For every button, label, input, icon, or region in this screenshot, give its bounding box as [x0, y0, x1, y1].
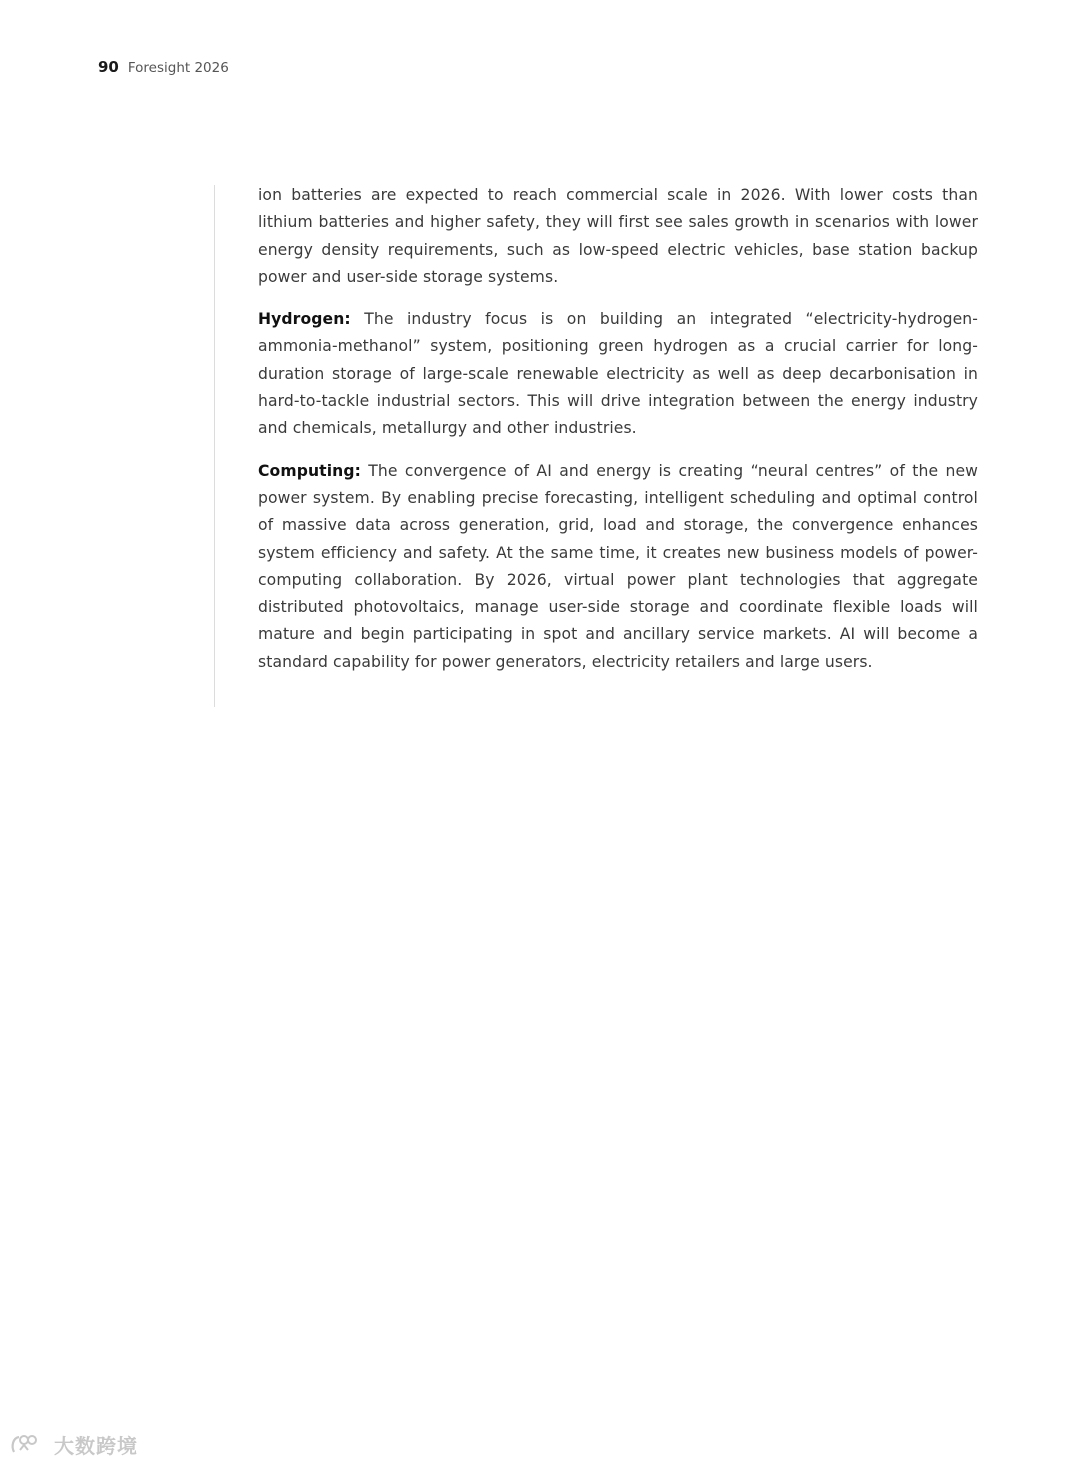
hydrogen-text: The industry focus is on building an integrated “electricity-hydrogen-ammonia-methanol” system, positioning green hydrogen as a crucial carrier for long-duration storage of large-scale renewable electricity as well as deep decarbonisation in hard-to-tackle industrial sectors. This will drive integration between the energy industry and chemicals, metallurgy and other industries.: [258, 310, 978, 438]
watermark-logo-icon: [10, 1432, 50, 1458]
watermark: [10, 1430, 138, 1459]
hydrogen-lead: Hydrogen:: [258, 310, 351, 329]
watermark-text: 大数跨境: [54, 1434, 138, 1458]
paragraph-computing: [258, 458, 978, 676]
page-number: 90: [98, 58, 119, 76]
body-column: [258, 182, 978, 691]
computing-text: The convergence of AI and energy is creating “neural centres” of the new power system. By enabling precise forecasting, intelligent scheduling and optimal control of massive data across generation, grid, load and storage, the convergence enhances system efficiency and safety. At the same time, it creates new business models of power-computing collaboration. By 2026, virtual power plant technologies that aggregate distributed photovoltaics, manage user-side storage and coordinate flexible loads will mature and begin participating in spot and ancillary service markets. AI will become a standard capability for power generators, electricity retailers and large users.: [258, 461, 978, 671]
computing-lead: Computing:: [258, 461, 361, 480]
running-title: Foresight 2026: [127, 60, 229, 76]
paragraph-batteries: ion batteries are expected to reach commercial scale in 2026. With lower costs than lithium batteries and higher safety, they will first see sales growth in scenarios with lower energy density requirements, such as low-speed electric vehicles, base station backup power and user-side storage systems.: [258, 186, 978, 286]
page-header: [98, 58, 229, 76]
margin-rule: [214, 185, 215, 707]
paragraph-hydrogen: [258, 306, 978, 442]
